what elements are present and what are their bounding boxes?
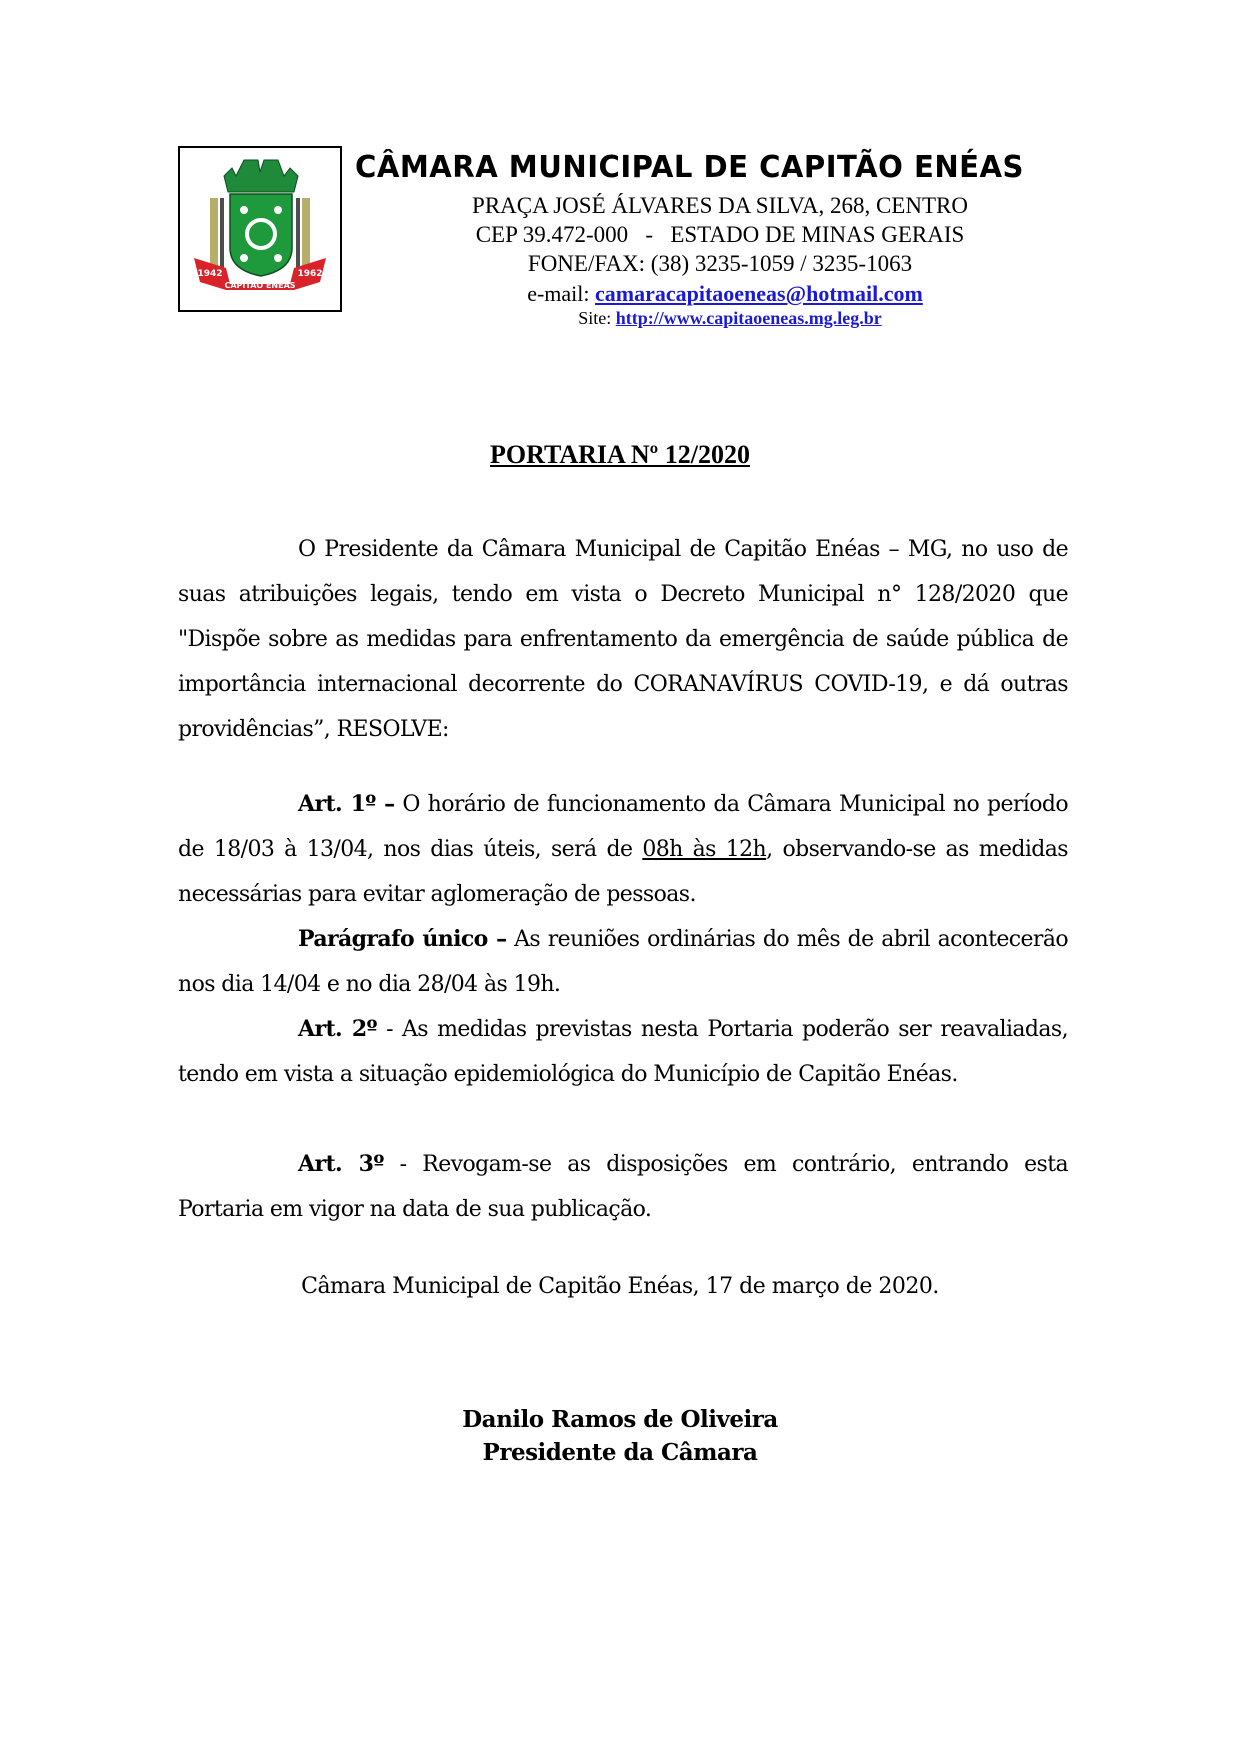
site-link[interactable]: http://www.capitaoeneas.mg.leg.br [615,308,882,328]
institution-title: CÂMARA MUNICIPAL DE CAPITÃO ENÉAS [355,150,1024,185]
article-2-text: - As medidas previstas nesta Portaria poderão ser reavaliadas, tendo em vista a situação epidemiológica do Município de Capitão Enéas. [178,1017,1068,1087]
document-title: PORTARIA Nº 12/2020 [490,440,750,469]
article-3 [178,1142,1068,1232]
logo-crown [224,160,298,192]
article-1 [178,782,1068,917]
signatory-title: Presidente da Câmara [482,1439,758,1466]
site-label: Site: [578,308,616,328]
email-line [345,281,1105,307]
intro-paragraph: O Presidente da Câmara Municipal de Capitão Enéas – MG, no uso de suas atribuições legais, tendo em vista o Decreto Municipal n° 128/2020 que "Dispõe sobre as medidas para enfrentamento da emergência de saúde pública de importância internacional decorrente do CORANAVÍRUS COVID-19, e dá outras providências”, RESOLVE: [178,537,1068,742]
article-1-label: Art. 1º – [298,791,395,817]
article-2 [178,1007,1068,1097]
article-1-text-a: O horário de funcionamento da Câmara Municipal no período de 18/03 à 13/04, nos dias úteis, será de [178,792,1068,862]
sole-paragraph-text: As reuniões ordinárias do mês de abril acontecerão nos dia 14/04 e no dia 28/04 às 19h. [178,927,1068,997]
cep-state: CEP 39.472-000 - ESTADO DE MINAS GERAIS [475,222,965,247]
sole-paragraph-label: Parágrafo único – [298,926,507,952]
logo-shield [230,194,292,276]
article-2-label: Art. 2º [298,1016,377,1042]
coat-of-arms-icon [180,148,340,310]
sole-paragraph [178,917,1068,1007]
email-link[interactable]: camaracapitaoeneas@hotmail.com [595,281,923,306]
email-label: e-mail: [527,281,595,306]
article-3-text: - Revogam-se as disposições em contrário, entrando esta Portaria em vigor na data de sua publicação. [178,1152,1069,1222]
phone: FONE/FAX: (38) 3235-1059 / 3235-1063 [527,251,913,276]
date-line: Câmara Municipal de Capitão Enéas, 17 de março de 2020. [301,1274,939,1299]
signatory-name: Danilo Ramos de Oliveira [462,1406,778,1433]
article-1-text-b: , observando-se as medidas necessárias para evitar aglomeração de pessoas. [178,837,1068,907]
logo-ribbon-left-year: 1942 [197,269,223,279]
site-line [350,308,1110,329]
address: PRAÇA JOSÉ ÁLVARES DA SILVA, 268, CENTRO [472,193,968,218]
article-3-label: Art. 3º [298,1151,384,1177]
coat-of-arms-logo [178,146,342,312]
logo-ribbon-name: CAPITÃO ENÉAS [224,281,296,290]
logo-ribbon-right-year: 1962 [297,269,323,279]
article-1-hours: 08h às 12h [642,837,767,862]
